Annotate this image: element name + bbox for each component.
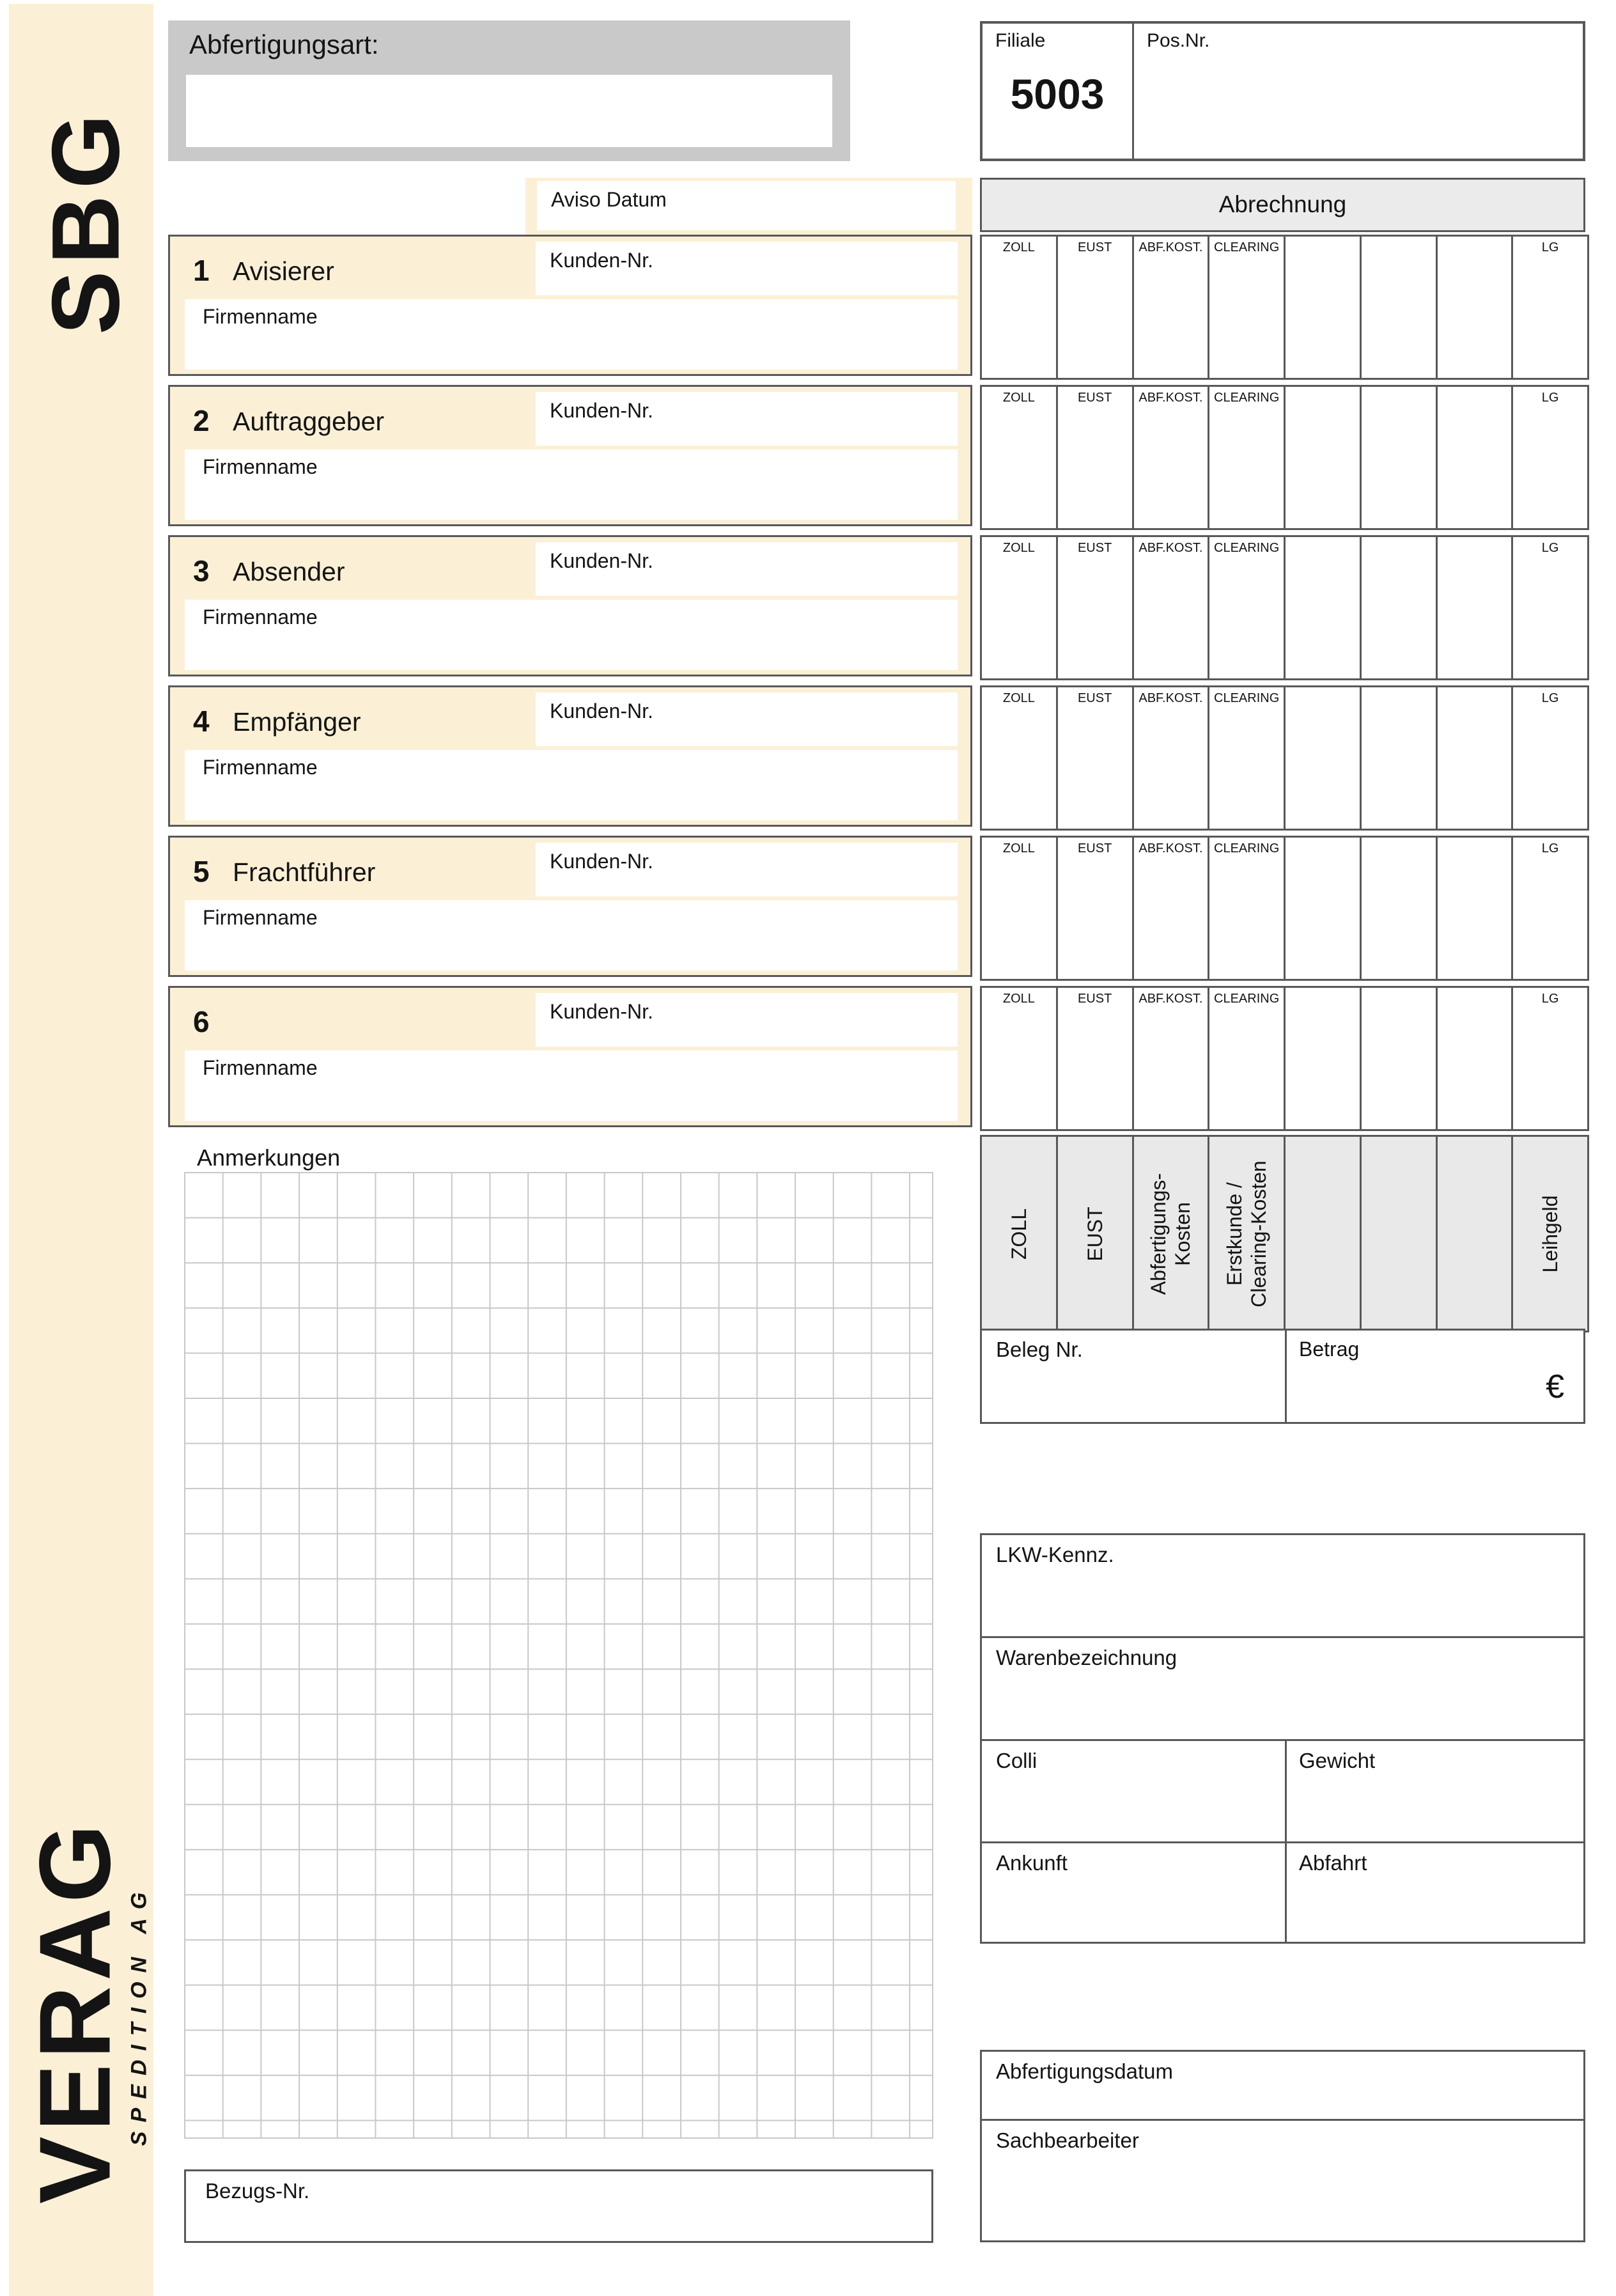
- aviso-datum-label: Aviso Datum: [551, 188, 667, 211]
- abrechnung-cell-zoll[interactable]: ZOLL: [982, 838, 1058, 979]
- totals-cell-clearingkosten: Erstkunde / Clearing-Kosten: [1209, 1137, 1286, 1331]
- abrechnung-cell[interactable]: [1438, 387, 1514, 528]
- abrechnung-cell-clearing[interactable]: CLEARING: [1209, 237, 1286, 378]
- kunden-nr-field[interactable]: [536, 242, 958, 295]
- section-number: 1: [193, 254, 210, 287]
- abrechnung-cell-clearing[interactable]: CLEARING: [1209, 387, 1286, 528]
- abrechnung-cell-zoll[interactable]: ZOLL: [982, 387, 1058, 528]
- kunden-nr-field[interactable]: [536, 843, 958, 896]
- colli-field[interactable]: [982, 1741, 1285, 1841]
- abrechnung-cell[interactable]: [1286, 687, 1362, 829]
- kunden-nr-label: Kunden-Nr.: [550, 399, 653, 422]
- spedition-ag-label: SPEDITION AG: [127, 1883, 152, 2146]
- abrechnung-title: Abrechnung: [1218, 191, 1347, 217]
- bezugs-nr-label: Bezugs-Nr.: [205, 2179, 310, 2203]
- section-empfaenger: [168, 685, 972, 827]
- abrechnung-cell-abfkost[interactable]: ABF.KOST.: [1134, 387, 1210, 528]
- firmenname-field[interactable]: [185, 600, 958, 670]
- section-title: Empfänger: [233, 707, 361, 737]
- abrechnung-cell[interactable]: [1362, 387, 1438, 528]
- abrechnung-cell-clearing[interactable]: CLEARING: [1209, 687, 1286, 829]
- firmenname-label: Firmenname: [203, 906, 318, 929]
- aviso-datum-panel: [525, 178, 972, 237]
- abrechnung-cell[interactable]: [1286, 838, 1362, 979]
- abrechnung-cell[interactable]: [1286, 237, 1362, 378]
- totals-cell-abfertigungskosten: Abfertigungs- Kosten: [1134, 1137, 1210, 1331]
- abrechnung-cell[interactable]: [1362, 838, 1438, 979]
- section-absender: [168, 535, 972, 676]
- abrechnung-cell-zoll[interactable]: ZOLL: [982, 237, 1058, 378]
- kunden-nr-field[interactable]: [536, 392, 958, 446]
- abrechnung-row-1: [980, 235, 1589, 380]
- abrechnung-cell-eust[interactable]: EUST: [1058, 687, 1134, 829]
- abrechnung-cell[interactable]: [1362, 537, 1438, 678]
- section-frachtfuehrer: [168, 836, 972, 977]
- sachbearbeiter-field[interactable]: [982, 2121, 1583, 2240]
- filiale-value: 5003: [1010, 70, 1105, 118]
- section-6: [168, 986, 972, 1127]
- abrechnung-cell-lg[interactable]: LG: [1541, 691, 1559, 705]
- beleg-betrag-box: [980, 1329, 1585, 1424]
- abrechnung-cell[interactable]: [1286, 988, 1362, 1129]
- abrechnung-cell[interactable]: [1438, 237, 1514, 378]
- firmenname-field[interactable]: [185, 449, 958, 520]
- section-title: Auftraggeber: [233, 407, 385, 436]
- abrechnung-cell-lg[interactable]: LG: [1541, 240, 1559, 254]
- sbg-logo: SBG: [31, 107, 139, 335]
- totals-cell: [1286, 1137, 1362, 1331]
- abrechnung-cell-eust[interactable]: EUST: [1058, 988, 1134, 1129]
- abrechnung-cell[interactable]: [1438, 687, 1514, 829]
- abfahrt-label: Abfahrt: [1299, 1851, 1367, 1875]
- section-number: 3: [193, 554, 210, 588]
- firmenname-label: Firmenname: [203, 756, 318, 779]
- gewicht-label: Gewicht: [1299, 1749, 1376, 1772]
- abrechnung-cell-eust[interactable]: EUST: [1058, 537, 1134, 678]
- bezugs-nr-box[interactable]: [184, 2169, 933, 2243]
- abrechnung-cell[interactable]: [1286, 387, 1362, 528]
- section-title: Absender: [233, 557, 345, 586]
- warenbezeichnung-label: Warenbezeichnung: [996, 1646, 1177, 1669]
- euro-currency-symbol: €: [1546, 1368, 1564, 1405]
- section-auftraggeber: [168, 385, 972, 526]
- abrechnung-cell-eust[interactable]: EUST: [1058, 237, 1134, 378]
- firmenname-label: Firmenname: [203, 455, 318, 478]
- kunden-nr-label: Kunden-Nr.: [550, 850, 653, 873]
- abrechnung-cell[interactable]: [1362, 237, 1438, 378]
- abfahrt-field[interactable]: [1287, 1843, 1583, 1942]
- beleg-nr-field[interactable]: [982, 1331, 1285, 1422]
- abfertigungsdatum-field[interactable]: [982, 2052, 1583, 2121]
- processing-box: [980, 2050, 1585, 2242]
- anmerkungen-grid[interactable]: [184, 1172, 933, 2139]
- kunden-nr-field[interactable]: [536, 692, 958, 746]
- section-title: Avisierer: [233, 256, 334, 286]
- betrag-label: Betrag: [1299, 1338, 1360, 1361]
- totals-cell: [1362, 1137, 1438, 1331]
- firmenname-label: Firmenname: [203, 305, 318, 328]
- kunden-nr-label: Kunden-Nr.: [550, 1000, 653, 1023]
- abrechnung-cell-lg[interactable]: LG: [1541, 541, 1559, 555]
- firmenname-field[interactable]: [185, 299, 958, 370]
- section-number: 4: [193, 705, 210, 738]
- abrechnung-cell-zoll[interactable]: ZOLL: [982, 687, 1058, 829]
- totals-cell-zoll: ZOLL: [982, 1137, 1058, 1331]
- firmenname-field[interactable]: [185, 750, 958, 820]
- divider: [1285, 1741, 1287, 1942]
- abrechnung-cell-eust[interactable]: EUST: [1058, 838, 1134, 979]
- abrechnung-cell[interactable]: [1362, 988, 1438, 1129]
- brand-sidebar: [9, 4, 153, 2296]
- abrechnung-cell-lg[interactable]: LG: [1541, 841, 1559, 855]
- abrechnung-cell-zoll[interactable]: ZOLL: [982, 988, 1058, 1129]
- kunden-nr-field[interactable]: [536, 993, 958, 1047]
- section-avisierer: [168, 235, 972, 376]
- ankunft-label: Ankunft: [996, 1851, 1068, 1875]
- abrechnung-row-2: [980, 385, 1589, 530]
- sachbearbeiter-label: Sachbearbeiter: [996, 2128, 1139, 2152]
- abrechnung-row-4: [980, 685, 1589, 831]
- kunden-nr-label: Kunden-Nr.: [550, 249, 653, 272]
- betrag-field[interactable]: [1287, 1331, 1583, 1422]
- section-number: 5: [193, 855, 210, 888]
- abfertigungsart-field[interactable]: [186, 75, 832, 147]
- gewicht-field[interactable]: [1287, 1741, 1583, 1841]
- abrechnung-cell-abfkost[interactable]: ABF.KOST.: [1134, 687, 1210, 829]
- colli-label: Colli: [996, 1749, 1037, 1772]
- warenbezeichnung-field[interactable]: [982, 1638, 1583, 1739]
- abrechnung-cell[interactable]: [1438, 537, 1514, 678]
- filiale-posnr-box: [980, 21, 1585, 161]
- abrechnung-cell-eust[interactable]: EUST: [1058, 387, 1134, 528]
- firmenname-field[interactable]: [185, 1050, 958, 1121]
- kunden-nr-field[interactable]: [536, 542, 958, 596]
- anmerkungen-label: Anmerkungen: [197, 1144, 341, 1171]
- posnr-label: Pos.Nr.: [1147, 30, 1210, 51]
- section-number: 6: [193, 1005, 210, 1038]
- kunden-nr-label: Kunden-Nr.: [550, 549, 653, 572]
- abrechnung-cell-clearing[interactable]: CLEARING: [1209, 838, 1286, 979]
- totals-cell-eust: EUST: [1058, 1137, 1134, 1331]
- abfertigungsdatum-label: Abfertigungsdatum: [996, 2059, 1174, 2083]
- abrechnung-cell[interactable]: [1438, 988, 1514, 1129]
- totals-cell-leihgeld: Leihgeld: [1513, 1137, 1587, 1331]
- abrechnung-row-5: [980, 836, 1589, 981]
- abrechnung-cell-zoll[interactable]: ZOLL: [982, 537, 1058, 678]
- posnr-field[interactable]: [1136, 56, 1576, 152]
- abrechnung-cell-abfkost[interactable]: ABF.KOST.: [1134, 237, 1210, 378]
- abrechnung-row-3: [980, 535, 1589, 680]
- ankunft-field[interactable]: [982, 1843, 1285, 1942]
- filiale-label: Filiale: [995, 30, 1046, 51]
- abrechnung-cell-abfkost[interactable]: ABF.KOST.: [1134, 988, 1210, 1129]
- abrechnung-header: [980, 178, 1585, 232]
- firmenname-field[interactable]: [185, 900, 958, 971]
- abrechnung-cell[interactable]: [1438, 838, 1514, 979]
- beleg-nr-label: Beleg Nr.: [996, 1338, 1083, 1361]
- lkw-kennz-label: LKW-Kennz.: [996, 1543, 1114, 1566]
- abrechnung-cell-clearing[interactable]: CLEARING: [1209, 988, 1286, 1129]
- abrechnung-cell-abfkost[interactable]: ABF.KOST.: [1134, 838, 1210, 979]
- section-title: Frachtführer: [233, 857, 376, 887]
- abrechnung-cell-lg[interactable]: LG: [1541, 992, 1559, 1006]
- kunden-nr-label: Kunden-Nr.: [550, 699, 653, 722]
- lkw-kennz-field[interactable]: [982, 1535, 1583, 1638]
- section-number: 2: [193, 404, 210, 437]
- abrechnung-totals-row: [980, 1135, 1589, 1332]
- abrechnung-cell-lg[interactable]: LG: [1541, 391, 1559, 405]
- firmenname-label: Firmenname: [203, 605, 318, 629]
- abfertigungsart-panel: [168, 20, 850, 161]
- cargo-box: [980, 1533, 1585, 1944]
- aviso-datum-field[interactable]: [537, 181, 956, 230]
- filiale-cell: [983, 24, 1134, 159]
- abrechnung-cell-clearing[interactable]: CLEARING: [1209, 537, 1286, 678]
- abfertigungsart-label: Abfertigungsart:: [189, 29, 379, 59]
- abrechnung-cell[interactable]: [1362, 687, 1438, 829]
- verag-logo: VERAG: [19, 1819, 132, 2204]
- totals-cell: [1438, 1137, 1514, 1331]
- abrechnung-cell[interactable]: [1286, 537, 1362, 678]
- abrechnung-cell-abfkost[interactable]: ABF.KOST.: [1134, 537, 1210, 678]
- abrechnung-row-6: [980, 986, 1589, 1131]
- firmenname-label: Firmenname: [203, 1056, 318, 1079]
